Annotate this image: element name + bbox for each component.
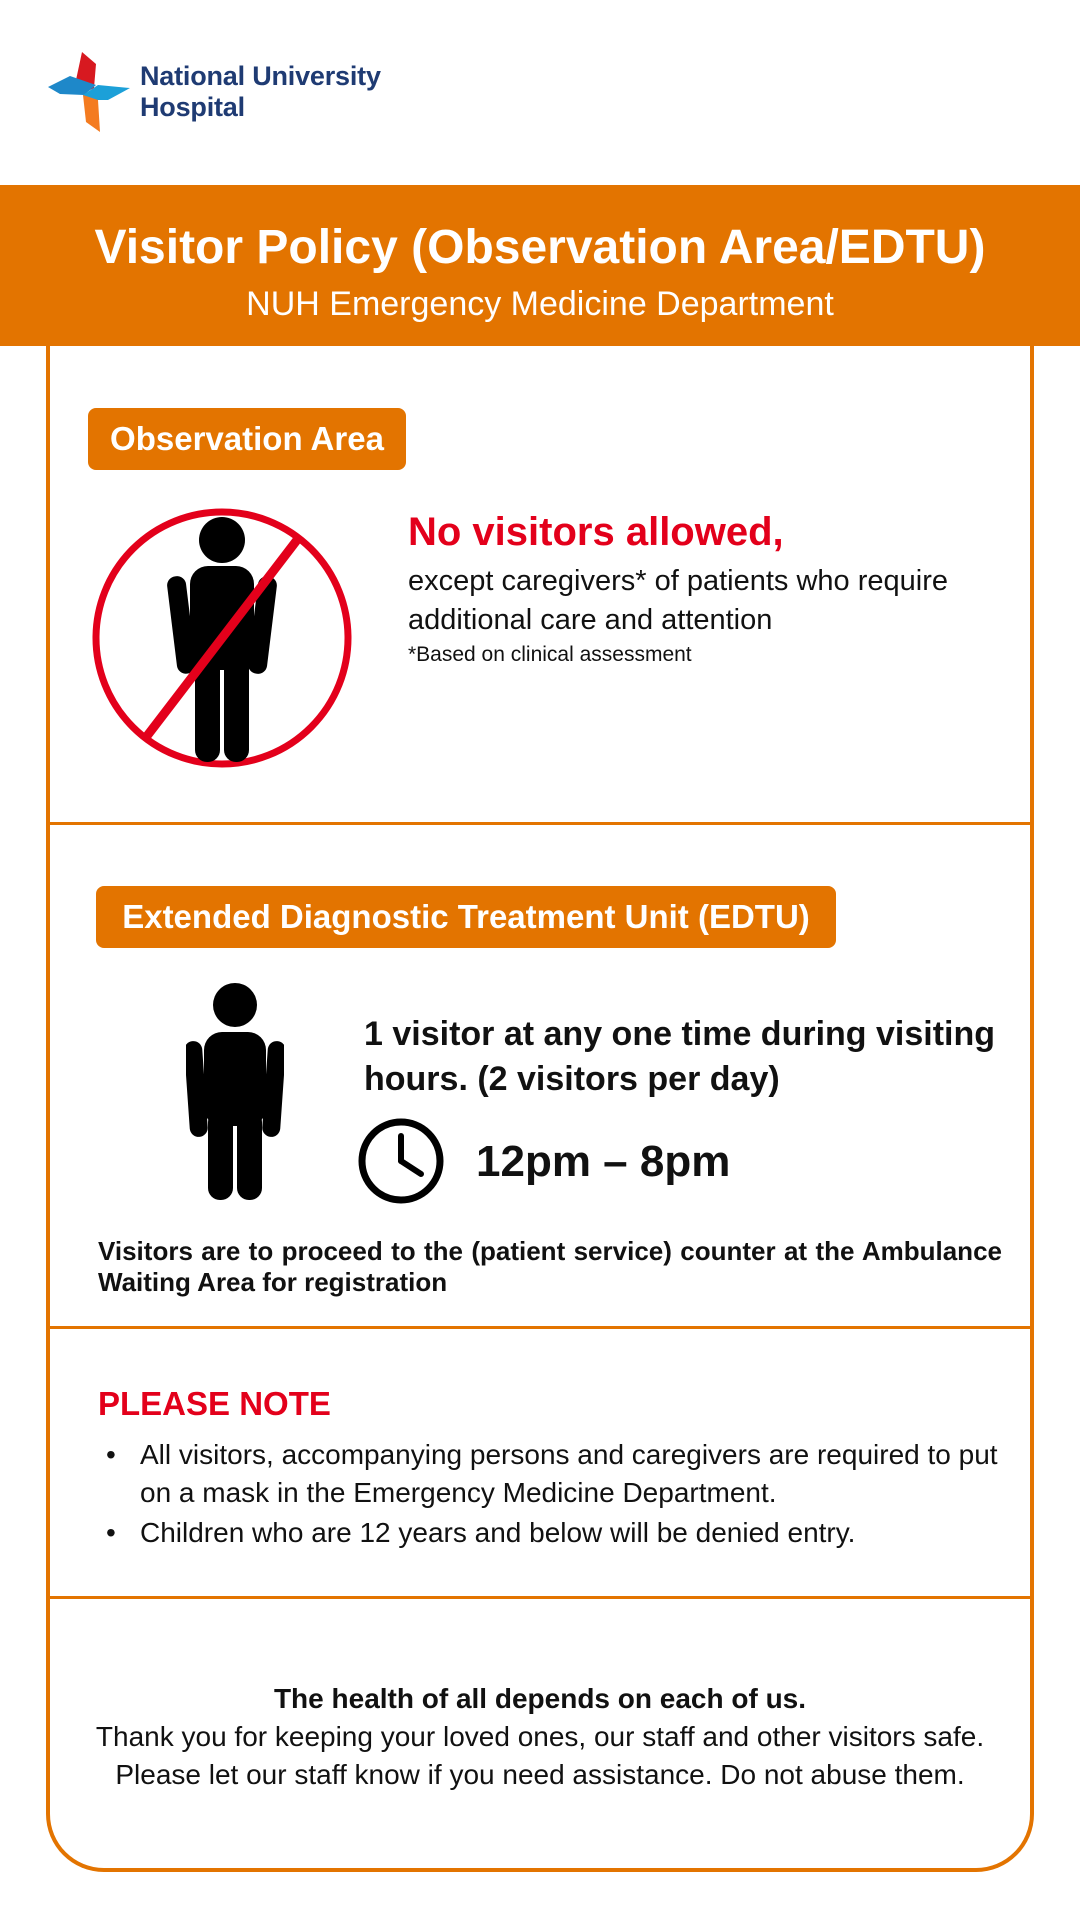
policy-subtitle: NUH Emergency Medicine Department (246, 285, 834, 323)
caregiver-exception: except caregivers* of patients who require additional care and attention (408, 565, 949, 636)
section-divider-note-closing (50, 1596, 1030, 1599)
registration-instruction: Visitors are to proceed to the (patient service) counter at the Ambulance Waiting Area for registration (98, 1236, 1002, 1297)
no-visitors-icon (88, 504, 356, 772)
please-note-heading: PLEASE NOTE (98, 1385, 331, 1422)
closing-message (58, 1680, 1022, 1794)
section-divider-observation-edtu (50, 822, 1030, 825)
hospital-logo-icon (48, 52, 130, 132)
policy-title: Visitor Policy (Observation Area/EDTU) (94, 221, 986, 274)
visiting-hours: 12pm – 8pm (476, 1137, 731, 1186)
closing-headline: The health of all depends on each of us. (273, 1683, 807, 1714)
hospital-name-line-2: Hospital (140, 92, 245, 122)
please-note-list (104, 1436, 1004, 1554)
observation-area-label: Observation Area (88, 408, 406, 470)
no-visitors-headline: No visitors allowed, (408, 510, 784, 554)
policy-header (0, 185, 1080, 346)
children-entry-item: • Children who are 12 years and below will be denied entry. (104, 1514, 1004, 1552)
edtu-label: Extended Diagnostic Treatment Unit (EDTU) (96, 886, 836, 948)
clinical-assessment-footnote: *Based on clinical assessment (408, 643, 692, 666)
closing-thanks: Thank you for keeping your loved ones, our staff and other visitors safe. (95, 1721, 985, 1752)
clock-icon (356, 1116, 446, 1206)
hospital-logo (48, 52, 381, 132)
section-divider-edtu-note (50, 1326, 1030, 1329)
observation-area-policy (408, 508, 1028, 668)
hospital-name-line-1: National University (140, 61, 381, 91)
person-icon (186, 982, 284, 1200)
mask-requirement-item: • All visitors, accompanying persons and caregivers are required to put on a mask in the Emergency Medicine Department. (104, 1436, 1004, 1512)
hospital-name (140, 61, 381, 123)
closing-assistance: Please let our staff know if you need assistance. Do not abuse them. (115, 1759, 965, 1790)
visitor-limit-text: 1 visitor at any one time during visiting hours. (2 visitors per day) (364, 1015, 996, 1098)
